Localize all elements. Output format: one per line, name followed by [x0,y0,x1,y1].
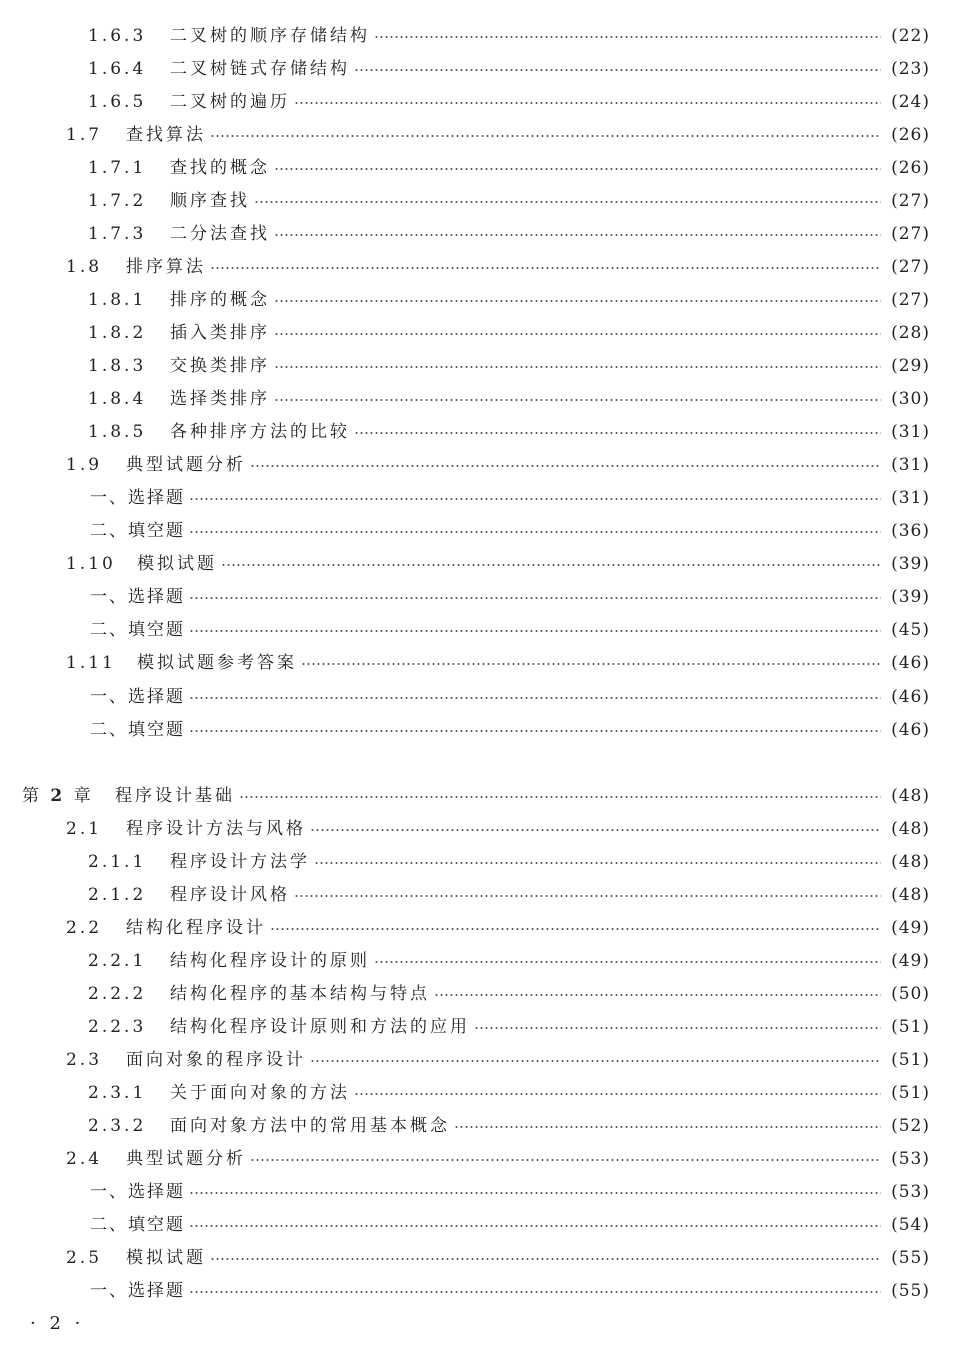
toc-entry-number: 1.8.3 [88,356,147,376]
toc-entry-page: (27) [891,257,930,277]
toc-entry-number: 2.2.2 [88,984,147,1004]
toc-entry-title: 程序设计基础 [115,786,235,806]
toc-entry-page: (31) [891,422,930,442]
toc-entry-page: (23) [891,59,930,79]
toc-entry-page: (55) [891,1281,930,1301]
toc-entry-page: (46) [891,687,930,707]
toc-entry-title: 二、填空题 [90,620,185,640]
toc-dot-leader [374,36,881,38]
toc-entry-title: 结构化程序设计 [126,918,266,938]
toc-entry [0,486,960,510]
toc-dot-leader [254,201,881,203]
toc-entry-page: (48) [891,852,930,872]
toc-entry [0,1180,960,1204]
toc-entry-number: 2.3.2 [88,1116,147,1136]
toc-entry-number: 1.7 [66,125,103,145]
toc-entry-page: (45) [891,620,930,640]
toc-entry-title: 关于面向对象的方法 [170,1083,350,1103]
toc-dot-leader [374,961,881,963]
toc-dot-leader [189,1291,881,1293]
toc-entry-page: (49) [891,951,930,971]
toc-dot-leader [250,1159,881,1161]
toc-entry-number: 2.3 [66,1050,103,1070]
toc-entry-title: 交换类排序 [170,356,270,376]
toc-entry-title: 面向对象的程序设计 [126,1050,306,1070]
toc-entry [0,1147,960,1171]
toc-entry [0,1081,960,1105]
toc-entry-title: 典型试题分析 [126,455,246,475]
toc-entry [0,288,960,312]
toc-entry-number: 1.10 [66,554,116,574]
toc-entry-title: 各种排序方法的比较 [170,422,350,442]
toc-dot-leader [210,135,881,137]
toc-entry-title: 结构化程序设计的原则 [170,951,370,971]
toc-entry [0,883,960,907]
toc-dot-leader [354,69,881,71]
toc-dot-leader [301,663,881,665]
toc-dot-leader [274,168,881,170]
toc-entry-page: (27) [891,191,930,211]
toc-entry-title: 查找的概念 [170,158,270,178]
toc-entry-number: 1.8.4 [88,389,147,409]
toc-entry-number: 1.6.4 [88,59,147,79]
toc-entry-title: 程序设计方法学 [170,852,310,872]
toc-entry-number: 1.6.3 [88,26,147,46]
toc-dot-leader [434,994,881,996]
toc-entry-title: 面向对象方法中的常用基本概念 [170,1116,450,1136]
toc-entry [0,453,960,477]
toc-entry-page: (39) [891,587,930,607]
toc-entry-page: (39) [891,554,930,574]
toc-entry-number: 1.8.1 [88,290,147,310]
toc-entry-page: (46) [891,720,930,740]
toc-dot-leader [189,730,881,732]
toc-entry-number: 1.7.2 [88,191,147,211]
toc-dot-leader [189,1192,881,1194]
toc-entry-title: 二、填空题 [90,521,185,541]
toc-entry-title: 排序的概念 [170,290,270,310]
toc-dot-leader [354,432,881,434]
toc-entry-number: 2.2.1 [88,951,147,971]
toc-entry [0,916,960,940]
toc-entry-title: 程序设计风格 [170,885,290,905]
toc-dot-leader [314,862,881,864]
toc-dot-leader [189,531,881,533]
toc-entry [0,585,960,609]
toc-entry-page: (49) [891,918,930,938]
toc-entry [0,420,960,444]
toc-entry-page: (31) [891,455,930,475]
toc-entry-title: 一、选择题 [90,687,185,707]
toc-entry [0,354,960,378]
toc-entry-title: 一、选择题 [90,1182,185,1202]
toc-dot-leader [189,630,881,632]
toc-dot-leader [250,465,881,467]
toc-dot-leader [294,895,881,897]
toc-entry-number: 1.9 [66,455,103,475]
toc-entry-number: 2.2.3 [88,1017,147,1037]
toc-entry-title: 二分法查找 [170,224,270,244]
toc-dot-leader [270,928,881,930]
toc-entry-number: 1.7.1 [88,158,147,178]
toc-entry-page: (55) [891,1248,930,1268]
toc-entry [0,156,960,180]
toc-entry-page: (51) [891,1083,930,1103]
toc-dot-leader [189,697,881,699]
page-number: · 2 · [30,1313,85,1334]
toc-entry [0,552,960,576]
toc-entry [0,321,960,345]
toc-dot-leader [294,102,881,104]
toc-entry-page: (48) [891,885,930,905]
toc-entry-page: (52) [891,1116,930,1136]
toc-entry [0,784,960,808]
toc-dot-leader [454,1126,881,1128]
toc-entry-page: (24) [891,92,930,112]
toc-entry-page: (22) [891,26,930,46]
toc-entry-number: 1.11 [66,653,116,673]
toc-entry-title: 查找算法 [126,125,206,145]
toc-entry [0,817,960,841]
toc-entry-title: 结构化程序设计原则和方法的应用 [170,1017,470,1037]
toc-entry-title: 二叉树的顺序存储结构 [170,26,370,46]
toc-entry [0,718,960,742]
toc-dot-leader [310,829,881,831]
toc-entry-number: 2.1.2 [88,885,147,905]
toc-entry [0,387,960,411]
toc-entry [0,1213,960,1237]
toc-entry-page: (48) [891,786,930,806]
toc-entry-title: 程序设计方法与风格 [126,819,306,839]
toc-entry-number: 1.8.5 [88,422,147,442]
toc-entry [0,1048,960,1072]
toc-dot-leader [274,399,881,401]
toc-entry-page: (27) [891,290,930,310]
toc-entry-title: 选择类排序 [170,389,270,409]
toc-entry-number: 1.7.3 [88,224,147,244]
toc-entry [0,519,960,543]
toc-entry [0,1114,960,1138]
toc-entry-title: 典型试题分析 [126,1149,246,1169]
toc-entry-number: 1.8.2 [88,323,147,343]
toc-entry [0,24,960,48]
toc-entry-title: 模拟试题参考答案 [137,653,297,673]
toc-entry-title: 模拟试题 [126,1248,206,1268]
toc-entry-number: 1.6.5 [88,92,147,112]
toc-entry-title: 插入类排序 [170,323,270,343]
toc-entry-title: 顺序查找 [170,191,250,211]
toc-entry [0,685,960,709]
toc-entry [0,1015,960,1039]
toc-entry-page: (28) [891,323,930,343]
toc-entry-number: 2.1 [66,819,103,839]
toc-dot-leader [474,1027,881,1029]
toc-dot-leader [274,366,881,368]
toc-entry-title: 一、选择题 [90,1281,185,1301]
toc-dot-leader [210,1258,881,1260]
toc-entry [0,1279,960,1303]
toc-entry [0,57,960,81]
toc-entry-page: (53) [891,1149,930,1169]
toc-entry-page: (54) [891,1215,930,1235]
toc-entry-page: (27) [891,224,930,244]
toc-entry [0,949,960,973]
toc-dot-leader [239,796,881,798]
toc-entry-title: 二叉树的遍历 [170,92,290,112]
toc-entry [0,982,960,1006]
toc-entry-number: 1.8 [66,257,103,277]
toc-entry-title: 二、填空题 [90,1215,185,1235]
toc-entry-page: (53) [891,1182,930,1202]
toc-dot-leader [189,1225,881,1227]
toc-entry-number: 2.1.1 [88,852,147,872]
toc-entry-title: 模拟试题 [137,554,217,574]
toc-entry-page: (46) [891,653,930,673]
toc-dot-leader [354,1093,881,1095]
toc-entry-title: 排序算法 [126,257,206,277]
toc-entry-page: (50) [891,984,930,1004]
toc-entry [0,618,960,642]
toc-entry [0,222,960,246]
toc-entry-page: (36) [891,521,930,541]
toc-entry-page: (26) [891,125,930,145]
toc-entry-title: 二、填空题 [90,720,185,740]
toc-entry-number: 2.3.1 [88,1083,147,1103]
toc-dot-leader [310,1060,881,1062]
toc-entry-number: 2.5 [66,1248,103,1268]
toc-entry-page: (31) [891,488,930,508]
toc-entry [0,123,960,147]
toc-entry-title: 结构化程序的基本结构与特点 [170,984,430,1004]
toc-entry-page: (51) [891,1050,930,1070]
toc-dot-leader [221,564,881,566]
toc-dot-leader [274,300,881,302]
toc-entry-number: 2.4 [66,1149,103,1169]
toc-entry-page: (26) [891,158,930,178]
toc-entry-page: (29) [891,356,930,376]
toc-entry [0,255,960,279]
toc-entry-number: 2.2 [66,918,103,938]
toc-entry-title: 一、选择题 [90,488,185,508]
toc-dot-leader [274,234,881,236]
toc-entry [0,850,960,874]
toc-entry-title: 一、选择题 [90,587,185,607]
toc-dot-leader [189,498,881,500]
toc-entry [0,651,960,675]
toc-entry [0,1246,960,1270]
toc-entry-number: 第 2 章 [22,786,94,806]
toc-entry-page: (51) [891,1017,930,1037]
toc-entry-title: 二叉树链式存储结构 [170,59,350,79]
toc-dot-leader [274,333,881,335]
toc-dot-leader [210,267,881,269]
toc-entry-page: (48) [891,819,930,839]
toc-entry [0,189,960,213]
toc-entry [0,90,960,114]
toc-entry-page: (30) [891,389,930,409]
toc-dot-leader [189,597,881,599]
